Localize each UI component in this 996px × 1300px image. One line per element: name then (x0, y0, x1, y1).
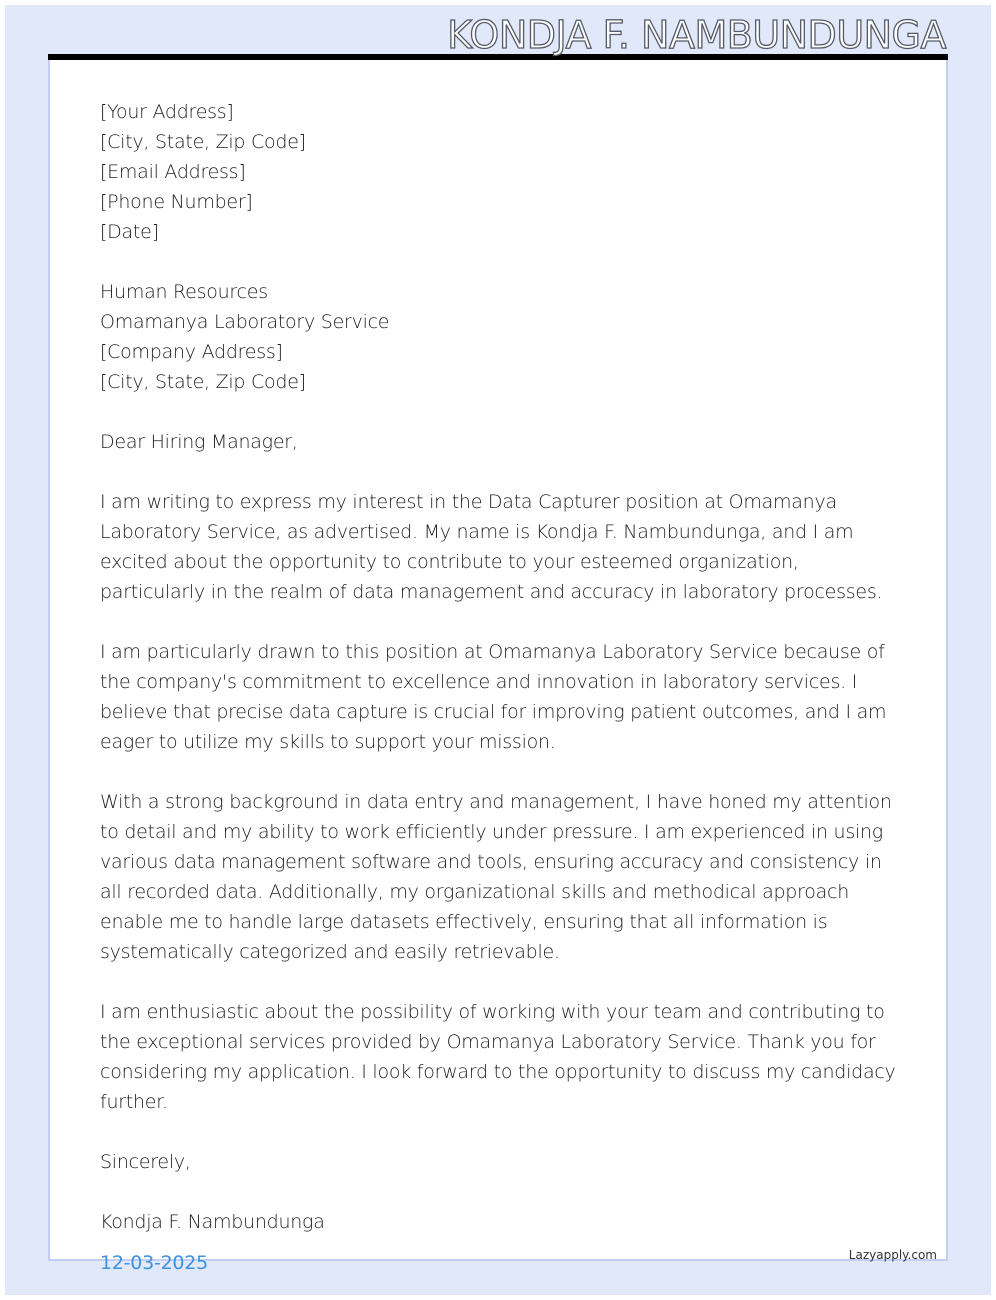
salutation: Dear Hiring Manager, (100, 431, 298, 453)
sender-block (100, 97, 900, 247)
body-paragraph-1: I am writing to express my interest in the Data Capturer position at Omamanya Laboratory Service, as advertised. My name is Kondja F. Nambundunga, and I am excited about the opportunity to contribute to your esteemed organization, particularly in the realm of data management and accuracy in laboratory processes. (100, 491, 883, 603)
sender-phone: [Phone Number] (100, 191, 253, 213)
sender-address: [Your Address] (100, 101, 234, 123)
sender-email: [Email Address] (100, 161, 246, 183)
watermark-link[interactable]: Lazyapply.com (848, 1248, 937, 1262)
closing: Sincerely, (100, 1151, 191, 1173)
recipient-block (100, 277, 900, 397)
letter-body (100, 97, 900, 1237)
recipient-department: Human Resources (100, 281, 268, 303)
applicant-name-header: KONDJA F. NAMBUNDUNGA (447, 13, 946, 57)
recipient-city-state-zip: [City, State, Zip Code] (100, 371, 306, 393)
body-paragraph-3: With a strong background in data entry and management, I have honed my attention to detail and my ability to work efficiently under pressure. I am experienced in using various data management software and tools, ensuring accuracy and consistency in all recorded data. Additionally, my organizational skills and methodical approach enable me to handle large datasets effectively, ensuring that all information is systematically categorized and easily retrievable. (100, 791, 892, 963)
footer-date: 12-03-2025 (100, 1252, 208, 1274)
sender-city-state-zip: [City, State, Zip Code] (100, 131, 306, 153)
body-paragraph-4: I am enthusiastic about the possibility of working with your team and contributing to the exceptional services provided by Omamanya Laboratory Service. Thank you for considering my application. I look forward to the opportunity to discuss my candidacy further. (100, 1001, 896, 1113)
signature: Kondja F. Nambundunga (100, 1211, 325, 1233)
body-paragraph-2: I am particularly drawn to this position at Omamanya Laboratory Service because of the company's commitment to excellence and innovation in laboratory services. I believe that precise data capture is crucial for improving patient outcomes, and I am eager to utilize my skills to support your mission. (100, 641, 887, 753)
sender-date: [Date] (100, 221, 159, 243)
recipient-address: [Company Address] (100, 341, 283, 363)
recipient-company: Omamanya Laboratory Service (100, 311, 390, 333)
